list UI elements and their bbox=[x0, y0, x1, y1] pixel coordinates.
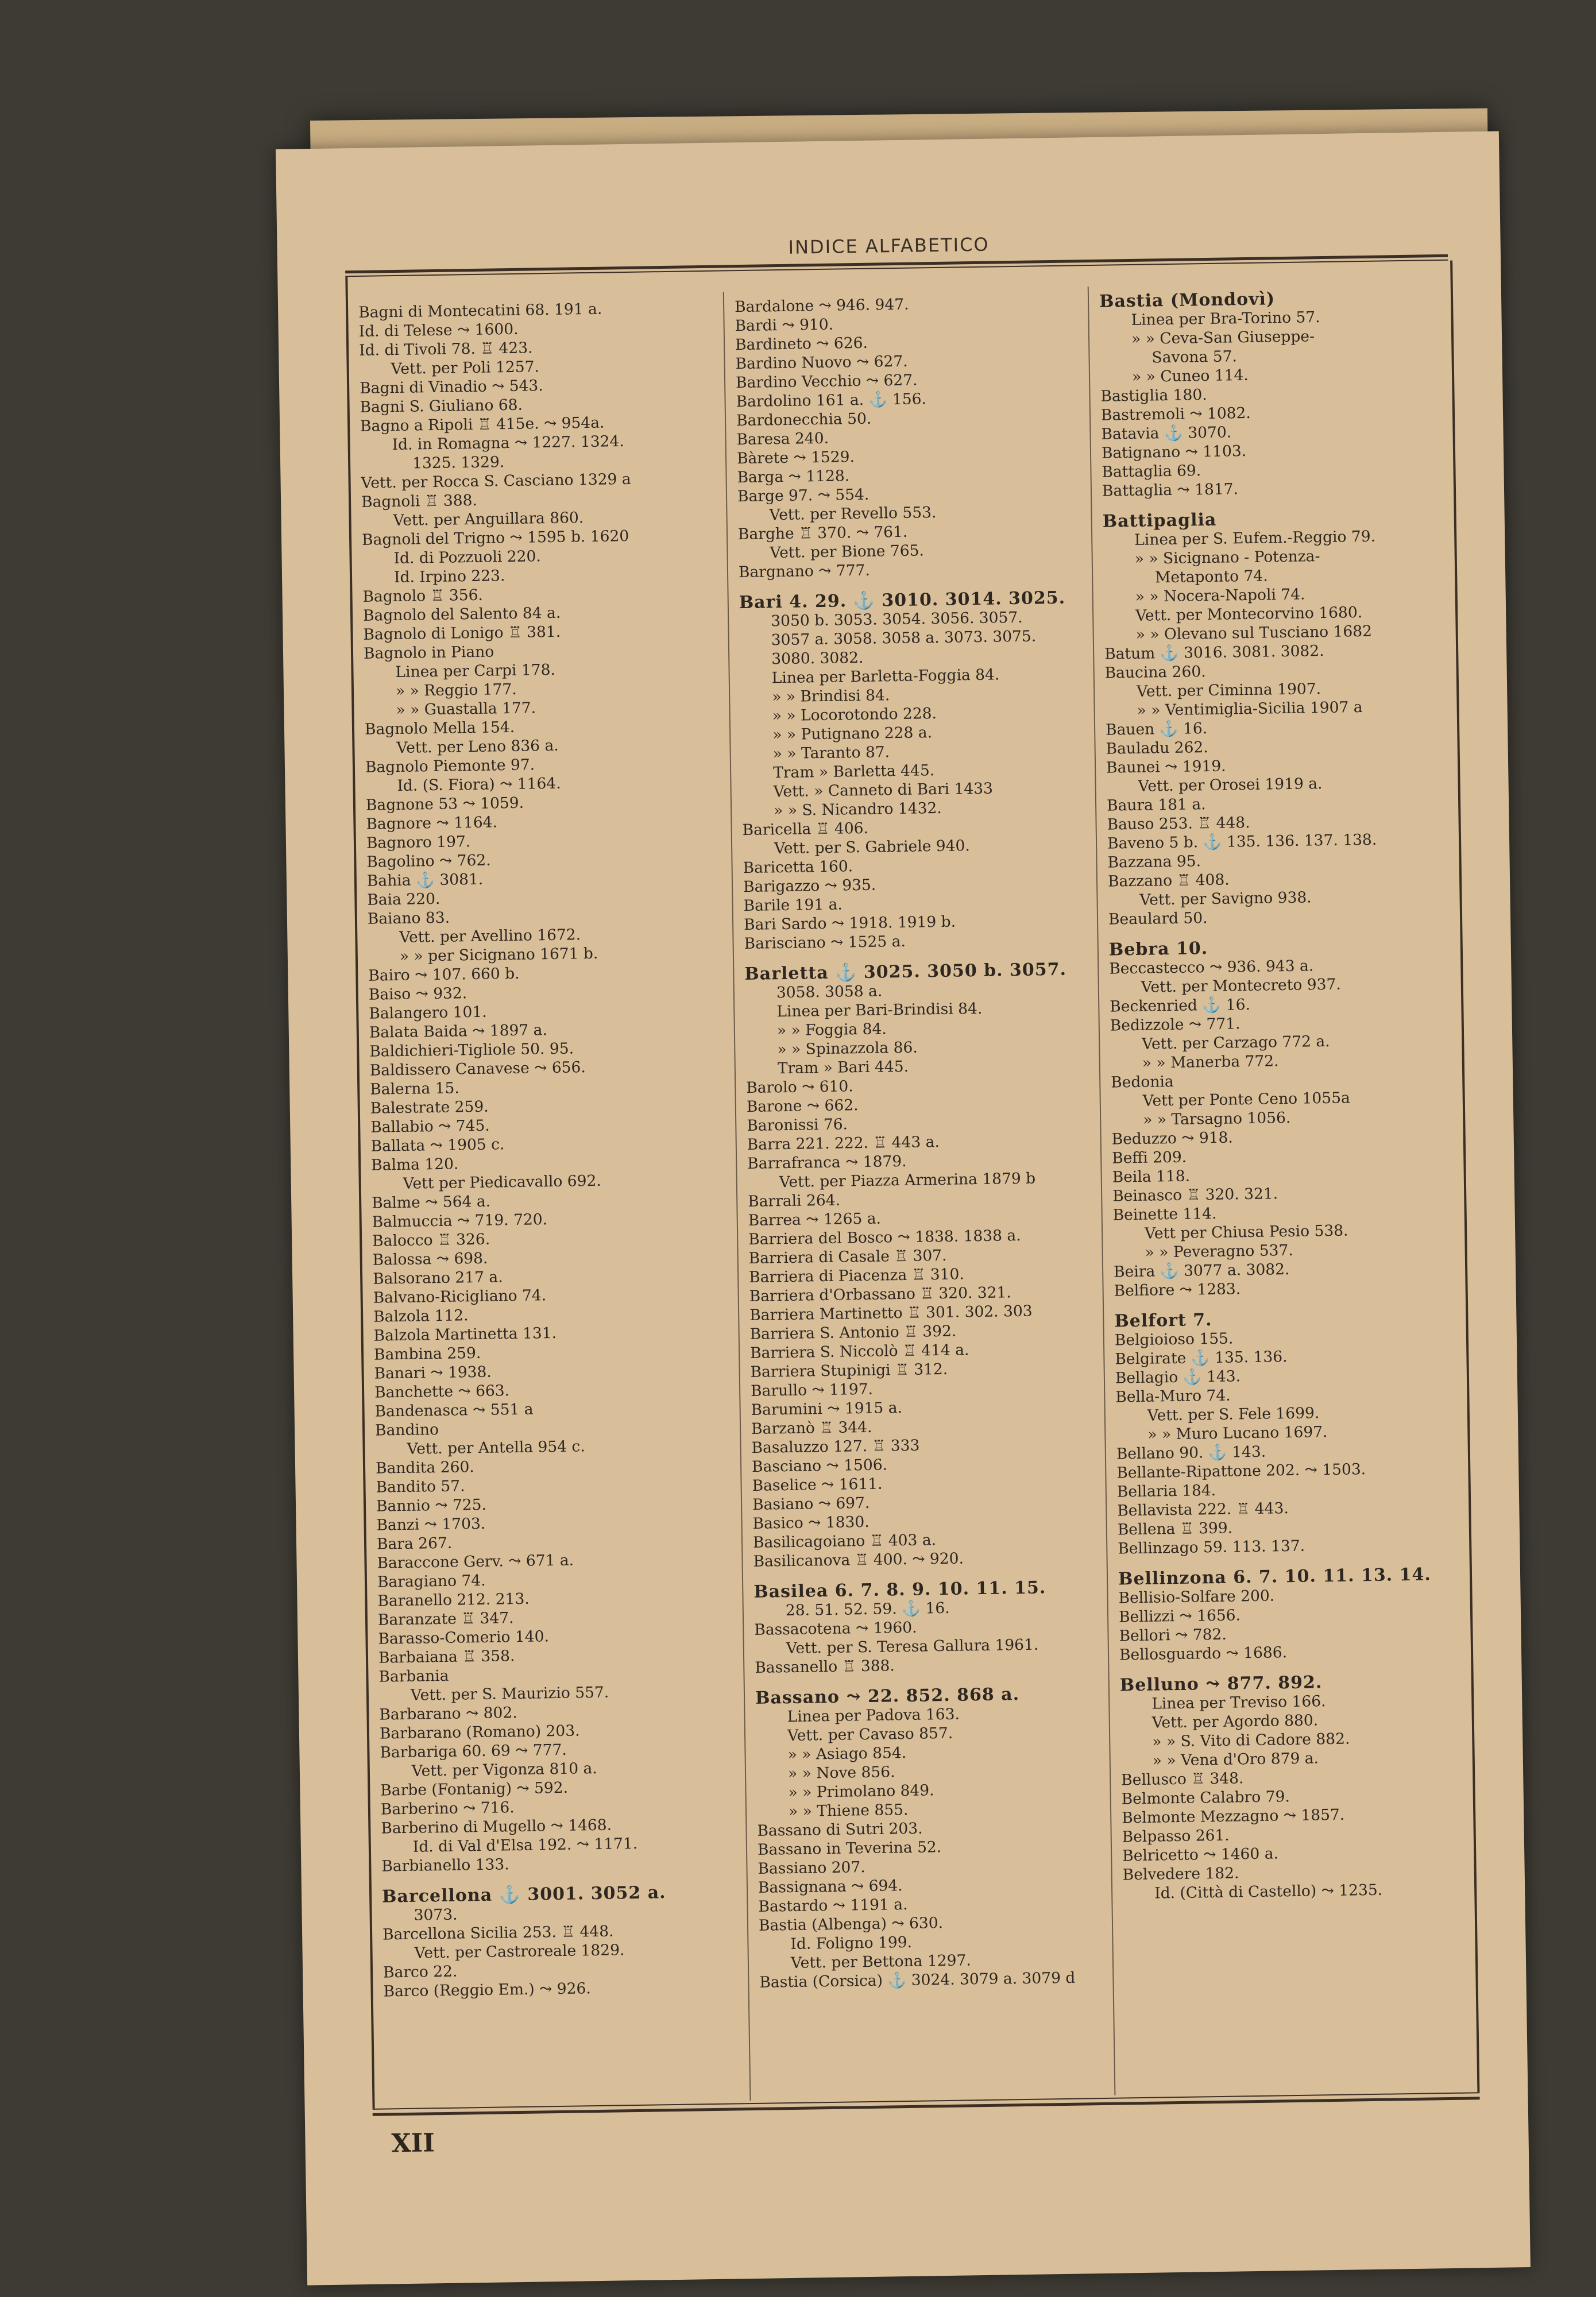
index-entry: » » Nocera-Napoli 74. bbox=[1135, 585, 1305, 606]
index-entry: Bauso 253. ♖ 448. bbox=[1107, 813, 1250, 834]
index-entry: Balata Baida ⤳ 1897 a. bbox=[369, 1021, 548, 1042]
index-entry: Barisciano ⤳ 1525 a. bbox=[744, 932, 906, 953]
index-entry: Tram » Barletta 445. bbox=[772, 761, 935, 782]
index-entry: Bandita 260. bbox=[375, 1458, 474, 1478]
index-heading: Bastia (Mondovì) bbox=[1099, 289, 1276, 312]
index-entry: Vett. per Castroreale 1829. bbox=[414, 1941, 625, 1962]
index-entry: Bardolino 161 a. ⚓ 156. bbox=[736, 390, 927, 411]
index-entry: Baronissi 76. bbox=[747, 1115, 848, 1135]
index-entry: Bagno a Ripoli ♖ 415e. ⤳ 954a. bbox=[360, 413, 605, 435]
index-entry: Banari ⤳ 1938. bbox=[374, 1363, 492, 1383]
index-entry: Barrali 264. bbox=[748, 1191, 841, 1211]
index-entry: Baia 220. bbox=[367, 890, 440, 909]
index-entry: Vett. per Carzago 772 a. bbox=[1142, 1032, 1330, 1053]
index-entry: Barolo ⤳ 610. bbox=[746, 1077, 853, 1097]
index-entry: Barbariga 60. 69 ⤳ 777. bbox=[380, 1741, 567, 1762]
index-entry: Bandito 57. bbox=[376, 1477, 465, 1496]
index-entry: Bastremoli ⤳ 1082. bbox=[1100, 404, 1251, 424]
index-entry: » » Tarsagno 1056. bbox=[1143, 1108, 1291, 1129]
index-entry: Tram » Bari 445. bbox=[777, 1057, 909, 1078]
index-entry: Bassacotena ⤳ 1960. bbox=[754, 1618, 917, 1639]
index-entry: Barbianello 133. bbox=[381, 1855, 509, 1876]
index-entry: Bellinzago 59. 113. 137. bbox=[1118, 1537, 1305, 1558]
index-entry: 1325. 1329. bbox=[412, 453, 505, 473]
index-entry: Metaponto 74. bbox=[1155, 567, 1268, 587]
index-entry: Bassano di Sutri 203. bbox=[757, 1819, 923, 1840]
index-entry: » » Cuneo 114. bbox=[1131, 366, 1249, 386]
index-heading: Bari 4. 29. ⚓ 3010. 3014. 3025. bbox=[739, 587, 1066, 613]
index-entry: Vett. per S. Teresa Gallura 1961. bbox=[786, 1635, 1039, 1658]
index-entry: Bassiano 207. bbox=[758, 1858, 865, 1878]
index-entry: Balestrate 259. bbox=[370, 1097, 489, 1117]
index-entry: Balangero 101. bbox=[369, 1003, 487, 1023]
index-entry: Vett. per Ciminna 1907. bbox=[1136, 680, 1321, 701]
index-entry: 3050 b. 3053. 3054. 3056. 3057. bbox=[771, 608, 1023, 631]
index-entry: Basiano ⤳ 697. bbox=[752, 1494, 870, 1514]
index-entry: Bellori ⤳ 782. bbox=[1119, 1625, 1227, 1645]
index-entry: Baldichieri-Tigliole 50. 95. bbox=[369, 1039, 574, 1061]
index-entry: Vett. per Montecreto 937. bbox=[1141, 975, 1341, 996]
page-header: INDICE ALFABETICO bbox=[788, 233, 990, 258]
index-entry: Barriera d'Orbassano ♖ 320. 321. bbox=[749, 1283, 1012, 1305]
index-entry: » » Ceva-San Giuseppe- bbox=[1131, 327, 1315, 348]
index-entry: Bara 267. bbox=[376, 1534, 453, 1553]
index-entry: 3080. 3082. bbox=[771, 648, 864, 668]
index-entry: Id. Irpino 223. bbox=[393, 567, 505, 587]
index-entry: Barone ⤳ 662. bbox=[746, 1096, 859, 1116]
index-entry: » » Foggia 84. bbox=[776, 1020, 887, 1040]
index-entry: Bagnoli del Trigno ⤳ 1595 b. 1620 bbox=[361, 527, 629, 549]
index-entry: Beinette 114. bbox=[1112, 1204, 1217, 1224]
index-entry: Barzanò ♖ 344. bbox=[751, 1418, 872, 1438]
index-entry: Barriera di Piacenza ♖ 310. bbox=[749, 1265, 965, 1286]
index-entry: Balsorano 217 a. bbox=[372, 1268, 503, 1288]
index-entry: Barumini ⤳ 1915 a. bbox=[751, 1399, 903, 1419]
index-entry: Vett. » Canneto di Bari 1433 bbox=[773, 779, 994, 801]
index-entry: Baselice ⤳ 1611. bbox=[752, 1475, 883, 1495]
index-entry: Barriera S. Niccolò ♖ 414 a. bbox=[749, 1341, 969, 1362]
index-entry: Linea per Bari-Brindisi 84. bbox=[776, 999, 983, 1021]
index-entry: Bari Sardo ⤳ 1918. 1919 b. bbox=[743, 912, 956, 934]
index-entry: Bagni di Montecatini 68. 191 a. bbox=[358, 300, 602, 322]
index-entry: Bellizzi ⤳ 1656. bbox=[1118, 1606, 1241, 1626]
index-entry: Belgirate ⚓ 135. 136. bbox=[1115, 1348, 1288, 1368]
index-entry: 3073. bbox=[414, 1905, 458, 1924]
index-entry: Balvano-Ricigliano 74. bbox=[373, 1286, 547, 1307]
index-entry: Vett. per S. Fele 1699. bbox=[1147, 1404, 1320, 1425]
index-entry: Baricella ♖ 406. bbox=[742, 819, 869, 840]
index-entry: Beinasco ♖ 320. 321. bbox=[1112, 1185, 1278, 1205]
index-entry: Baucina 260. bbox=[1104, 663, 1206, 682]
index-entry: Baragiano 74. bbox=[377, 1571, 486, 1591]
index-entry: Basilicagoiano ♖ 403 a. bbox=[752, 1531, 937, 1552]
index-entry: Bargnano ⤳ 777. bbox=[738, 561, 871, 582]
index-entry: Beckenried ⚓ 16. bbox=[1110, 995, 1251, 1016]
index-entry: Bellante-Ripattone 202. ⤳ 1503. bbox=[1116, 1460, 1366, 1482]
index-entry: Bàrete ⤳ 1529. bbox=[736, 448, 855, 468]
index-entry: Belgioioso 155. bbox=[1114, 1329, 1234, 1349]
index-entry: Bellaria 184. bbox=[1116, 1481, 1216, 1501]
index-entry: Vett. per Anguillara 860. bbox=[393, 509, 584, 530]
index-entry: Balzola 112. bbox=[373, 1306, 469, 1326]
index-entry: Vett. per Agordo 880. bbox=[1151, 1711, 1319, 1732]
index-entry: Bassanello ♖ 388. bbox=[755, 1657, 895, 1677]
index-entry: Balmuccia ⤳ 719. 720. bbox=[372, 1211, 548, 1231]
index-entry: Balzola Martinetta 131. bbox=[373, 1324, 557, 1345]
index-entry: » » Manerba 772. bbox=[1142, 1052, 1279, 1072]
index-entry: Bellisio-Solfare 200. bbox=[1118, 1587, 1275, 1607]
index-entry: Vett. per Savigno 938. bbox=[1139, 888, 1312, 909]
index-entry: » » Putignano 228 a. bbox=[772, 724, 933, 744]
index-entry: » » Guastalla 177. bbox=[396, 699, 536, 719]
index-entry: Vett. per Rocca S. Casciano 1329 a bbox=[361, 470, 631, 492]
index-entry: Bagnolo Piemonte 97. bbox=[365, 756, 535, 776]
index-entry: Banzi ⤳ 1703. bbox=[376, 1514, 486, 1534]
index-entry: Baranzate ♖ 347. bbox=[377, 1609, 514, 1629]
index-entry: Basciano ⤳ 1506. bbox=[751, 1456, 888, 1476]
index-entry: Vett. per Orosei 1919 a. bbox=[1138, 775, 1323, 795]
index-entry: Bardonecchia 50. bbox=[736, 409, 872, 430]
index-entry: Bagnoli ♖ 388. bbox=[361, 491, 478, 511]
index-entry: Battaglia ⤳ 1817. bbox=[1102, 480, 1239, 500]
index-entry: Id. di Pozzuoli 220. bbox=[393, 547, 541, 568]
index-page bbox=[276, 131, 1531, 2285]
index-entry: Barbe (Fontanig) ⤳ 592. bbox=[380, 1778, 569, 1800]
index-entry: Id. di Telese ⤳ 1600. bbox=[358, 320, 519, 341]
index-entry: » » Muro Lucano 1697. bbox=[1147, 1423, 1328, 1444]
index-entry: » » Spinazzola 86. bbox=[777, 1038, 918, 1059]
index-entry: Barrafranca ⤳ 1879. bbox=[747, 1152, 907, 1173]
index-entry: Barasso-Comerio 140. bbox=[378, 1627, 550, 1648]
index-entry: » » Brindisi 84. bbox=[772, 686, 890, 706]
index-entry: Balerna 15. bbox=[370, 1079, 460, 1099]
index-entry: Bagnolo ♖ 356. bbox=[362, 586, 484, 606]
index-entry: Bagnolo in Piano bbox=[363, 643, 494, 663]
index-entry: Barbarano (Romano) 203. bbox=[379, 1722, 580, 1743]
index-entry: Linea per Carpi 178. bbox=[395, 660, 556, 682]
index-entry: Bauen ⚓ 16. bbox=[1105, 720, 1208, 739]
index-entry: » » S. Vito di Cadore 882. bbox=[1152, 1730, 1350, 1751]
index-entry: Id. (S. Fiora) ⤳ 1164. bbox=[397, 774, 561, 795]
index-entry: Barberino di Mugello ⤳ 1468. bbox=[381, 1816, 612, 1838]
index-entry: Bedizzole ⤳ 771. bbox=[1110, 1015, 1241, 1035]
index-entry: » » Locorotondo 228. bbox=[772, 705, 937, 725]
index-entry: Bagnolo di Lonigo ♖ 381. bbox=[363, 622, 561, 644]
index-entry: Bardalone ⤳ 946. 947. bbox=[734, 295, 909, 316]
index-entry: Beffi 209. bbox=[1111, 1148, 1187, 1167]
index-entry: Bardino Nuovo ⤳ 627. bbox=[735, 352, 908, 373]
index-entry: Vett. per Antella 954 c. bbox=[407, 1437, 586, 1458]
index-entry: » » Thiene 855. bbox=[788, 1800, 909, 1821]
index-entry: Barriera Martinetto ♖ 301. 302. 303 bbox=[749, 1302, 1033, 1324]
index-column-2 bbox=[723, 287, 1112, 2101]
index-entry: Vett. per Leno 836 a. bbox=[396, 736, 559, 757]
index-entry: » » Primolano 849. bbox=[788, 1781, 934, 1802]
index-entry: Linea per S. Eufem.-Reggio 79. bbox=[1134, 527, 1376, 549]
index-heading: Belluno ⤳ 877. 892. bbox=[1119, 1672, 1323, 1696]
index-entry: Bagnolo del Salento 84 a. bbox=[362, 604, 561, 625]
index-entry: Vett. per Poli 1257. bbox=[391, 358, 540, 378]
index-entry: Bellagio ⚓ 143. bbox=[1115, 1367, 1241, 1387]
index-entry: Bannio ⤳ 725. bbox=[376, 1495, 487, 1515]
index-entry: Bagnoro 197. bbox=[366, 833, 471, 852]
index-heading: Barletta ⚓ 3025. 3050 b. 3057. bbox=[744, 959, 1067, 985]
index-entry: » » Asiago 854. bbox=[787, 1744, 907, 1764]
index-entry: Beaulard 50. bbox=[1108, 909, 1208, 929]
index-entry: Bazzano ♖ 408. bbox=[1107, 871, 1230, 891]
index-entry: Beila 118. bbox=[1112, 1167, 1191, 1186]
index-entry: Bandenasca ⤳ 551 a bbox=[374, 1400, 534, 1421]
index-entry: Vett. per S. Maurizio 557. bbox=[410, 1683, 609, 1704]
index-heading: Battipaglia bbox=[1102, 509, 1217, 532]
index-entry: Vett. per Avellino 1672. bbox=[399, 926, 581, 946]
index-entry: Linea per Bra-Torino 57. bbox=[1131, 308, 1320, 329]
index-entry: Beduzzo ⤳ 918. bbox=[1111, 1128, 1234, 1148]
index-entry: » » Peveragno 537. bbox=[1145, 1241, 1294, 1262]
index-entry: Barigazzo ⤳ 935. bbox=[743, 876, 876, 896]
index-entry: Barbania bbox=[378, 1666, 449, 1686]
index-heading: Bebra 10. bbox=[1108, 938, 1208, 960]
index-heading: Barcellona ⚓ 3001. 3052 a. bbox=[381, 1882, 666, 1907]
index-entry: Belpasso 261. bbox=[1122, 1826, 1230, 1846]
index-entry: Bagnone 53 ⤳ 1059. bbox=[365, 794, 524, 814]
index-entry: Basico ⤳ 1830. bbox=[752, 1513, 870, 1533]
index-column-3 bbox=[1088, 281, 1477, 2095]
index-entry: Balma 120. bbox=[371, 1155, 459, 1174]
index-entry: Bauladu 262. bbox=[1106, 738, 1208, 758]
index-entry: Balocco ♖ 326. bbox=[372, 1230, 490, 1250]
index-entry: Barbarano ⤳ 802. bbox=[379, 1704, 517, 1724]
index-entry: Linea per Treviso 166. bbox=[1151, 1692, 1326, 1713]
index-entry: Vett. per Bione 765. bbox=[770, 542, 925, 562]
index-entry: » » Taranto 87. bbox=[772, 743, 890, 763]
index-entry: Belvedere 182. bbox=[1122, 1864, 1239, 1884]
index-entry: Baveno 5 b. ⚓ 135. 136. 137. 138. bbox=[1107, 830, 1377, 853]
index-entry: Vett. per Piazza Armerina 1879 b bbox=[779, 1169, 1036, 1192]
index-entry: Basilicanova ♖ 400. ⤳ 920. bbox=[753, 1549, 964, 1571]
index-entry: Linea per Padova 163. bbox=[787, 1705, 960, 1726]
index-entry: Bellano 90. ⚓ 143. bbox=[1116, 1443, 1266, 1463]
index-entry: Belfiore ⤳ 1283. bbox=[1114, 1280, 1241, 1300]
index-entry: Vett. per Bettona 1297. bbox=[790, 1951, 971, 1973]
index-entry: » » Ventimiglia-Sicilia 1907 a bbox=[1137, 698, 1363, 720]
index-entry: Bassignana ⤳ 694. bbox=[758, 1877, 903, 1897]
index-entry: Bastia (Albenga) ⤳ 630. bbox=[758, 1914, 944, 1935]
index-heading: Bellinzona 6. 7. 10. 11. 13. 14. bbox=[1118, 1564, 1432, 1590]
index-entry: Vett per Piedicavallo 692. bbox=[403, 1171, 601, 1193]
index-entry: Baiano 83. bbox=[367, 908, 450, 928]
index-entry: Balossa ⤳ 698. bbox=[372, 1249, 488, 1269]
index-entry: Barullo ⤳ 1197. bbox=[750, 1380, 874, 1400]
index-heading: Basilea 6. 7. 8. 9. 10. 11. 15. bbox=[753, 1577, 1046, 1602]
index-entry: Bastiglia 180. bbox=[1100, 385, 1207, 405]
index-entry: Ballabio ⤳ 745. bbox=[370, 1116, 490, 1136]
index-entry: Battaglia 69. bbox=[1102, 462, 1201, 481]
index-entry: » » Olevano sul Tusciano 1682 bbox=[1135, 622, 1373, 644]
index-entry: Beccastecco ⤳ 936. 943 a. bbox=[1109, 957, 1314, 978]
index-entry: Bagolino ⤳ 762. bbox=[366, 851, 491, 871]
index-entry: Linea per Barletta-Foggia 84. bbox=[771, 666, 1000, 687]
index-entry: » » S. Nicandro 1432. bbox=[773, 799, 942, 820]
index-entry: Bardineto ⤳ 626. bbox=[735, 334, 868, 354]
index-entry: Barriera del Bosco ⤳ 1838. 1838 a. bbox=[748, 1226, 1021, 1248]
index-entry: 28. 51. 52. 59. ⚓ 16. bbox=[785, 1599, 950, 1620]
index-entry: Bardino Vecchio ⤳ 627. bbox=[735, 371, 918, 392]
index-entry: Banchette ⤳ 663. bbox=[374, 1382, 510, 1402]
index-entry: Bagni di Vinadio ⤳ 543. bbox=[359, 377, 543, 397]
index-entry: Baranello 212. 213. bbox=[377, 1590, 530, 1610]
index-entry: Bagnore ⤳ 1164. bbox=[366, 813, 498, 833]
index-entry: Beira ⚓ 3077 a. 3082. bbox=[1113, 1260, 1290, 1281]
index-entry: » » per Sicignano 1671 b. bbox=[399, 944, 598, 965]
index-entry: Barco 22. bbox=[382, 1962, 458, 1982]
index-entry: Bastardo ⤳ 1191 a. bbox=[758, 1896, 908, 1916]
index-entry: Barcellona Sicilia 253. ♖ 448. bbox=[382, 1922, 614, 1944]
index-entry: Basaluzzo 127. ♖ 333 bbox=[751, 1436, 920, 1457]
index-entry: Baldissero Canavese ⤳ 656. bbox=[369, 1058, 586, 1080]
index-entry: Baura 181 a. bbox=[1106, 795, 1206, 815]
index-entry: Barge 97. ⤳ 554. bbox=[737, 485, 870, 506]
index-entry: Id. di Val d'Elsa 192. ⤳ 1171. bbox=[412, 1834, 638, 1856]
index-entry: Vett. per Vigonza 810 a. bbox=[411, 1760, 597, 1780]
index-entry: Baresa 240. bbox=[736, 429, 829, 449]
index-entry: Bagnolo Mella 154. bbox=[364, 718, 515, 738]
index-entry: Vett. per Cavaso 857. bbox=[787, 1724, 953, 1745]
index-entry: Baricetta 160. bbox=[743, 857, 853, 877]
index-heading: Belfort 7. bbox=[1114, 1310, 1212, 1332]
index-entry: Vett per Chiusa Pesio 538. bbox=[1144, 1221, 1348, 1243]
index-entry: Ballata ⤳ 1905 c. bbox=[370, 1135, 505, 1155]
index-entry: Barriera S. Antonio ♖ 392. bbox=[749, 1322, 957, 1343]
index-entry: Barra 221. 222. ♖ 443 a. bbox=[747, 1133, 940, 1154]
index-entry: Barco (Reggio Em.) ⤳ 926. bbox=[383, 1979, 592, 2001]
index-entry: Barrea ⤳ 1265 a. bbox=[748, 1209, 882, 1229]
index-entry: » » Nove 856. bbox=[787, 1763, 895, 1783]
index-entry: Barghe ♖ 370. ⤳ 761. bbox=[737, 523, 908, 544]
index-entry: Bahia ⚓ 3081. bbox=[366, 870, 484, 890]
index-entry: Bambina 259. bbox=[373, 1344, 481, 1364]
index-entry: Vett. per S. Gabriele 940. bbox=[774, 837, 971, 858]
index-entry: Bardi ⤳ 910. bbox=[735, 315, 834, 335]
index-entry: » » Reggio 177. bbox=[395, 680, 517, 701]
page-number: XII bbox=[391, 2128, 435, 2159]
index-entry: Bairo ⤳ 107. 660 b. bbox=[368, 964, 520, 985]
index-entry: Belmonte Mezzagno ⤳ 1857. bbox=[1122, 1805, 1345, 1827]
index-entry: Barbaiana ♖ 358. bbox=[378, 1647, 515, 1667]
index-entry: Barberino ⤳ 716. bbox=[380, 1799, 515, 1819]
index-entry: Bellusco ♖ 348. bbox=[1121, 1769, 1244, 1789]
index-entry: Bastia (Corsica) ⚓ 3024. 3079 a. 3079 d bbox=[759, 1969, 1076, 1991]
index-entry: Batum ⚓ 3016. 3081. 3082. bbox=[1104, 642, 1324, 663]
index-entry: Id. di Tivoli 78. ♖ 423. bbox=[358, 339, 533, 359]
index-entry: Barile 191 a. bbox=[743, 895, 843, 915]
index-entry: Bellosguardo ⤳ 1686. bbox=[1119, 1644, 1288, 1664]
index-entry: Balme ⤳ 564 a. bbox=[372, 1192, 491, 1212]
index-column-1 bbox=[358, 298, 734, 2001]
index-entry: Vett per Ponte Ceno 1055a bbox=[1142, 1089, 1350, 1110]
index-entry: Belmonte Calabro 79. bbox=[1121, 1788, 1290, 1808]
index-entry: Bellavista 222. ♖ 443. bbox=[1117, 1499, 1289, 1520]
index-entry: Bellena ♖ 399. bbox=[1117, 1519, 1233, 1539]
index-entry: » » Sicignano - Potenza- bbox=[1134, 547, 1320, 568]
index-entry: Barriera Stupinigi ♖ 312. bbox=[750, 1360, 948, 1381]
index-entry: Belricetto ⤳ 1460 a. bbox=[1122, 1844, 1279, 1865]
index-entry: Savona 57. bbox=[1151, 347, 1238, 367]
index-entry: Barga ⤳ 1128. bbox=[737, 467, 850, 487]
index-heading: Bassano ⤳ 22. 852. 868 a. bbox=[755, 1684, 1020, 1708]
index-entry: Baunei ⤳ 1919. bbox=[1106, 757, 1226, 777]
index-entry: Baraccone Gerv. ⤳ 671 a. bbox=[377, 1551, 574, 1572]
index-entry: Bazzana 95. bbox=[1107, 852, 1201, 872]
index-entry: Id. Foligno 199. bbox=[790, 1933, 913, 1954]
index-entry: Vett. per Montecorvino 1680. bbox=[1135, 604, 1363, 625]
index-entry: Id. (Città di Castello) ⤳ 1235. bbox=[1154, 1881, 1383, 1902]
index-entry: 3057 a. 3058. 3058 a. 3073. 3075. bbox=[771, 627, 1037, 649]
index-entry: Bella-Muro 74. bbox=[1115, 1386, 1231, 1406]
index-entry: Bassano in Teverina 52. bbox=[757, 1838, 942, 1859]
index-entry: Batavia ⚓ 3070. bbox=[1101, 423, 1232, 443]
index-entry: Baiso ⤳ 932. bbox=[368, 984, 467, 1004]
index-entry: Batignano ⤳ 1103. bbox=[1101, 442, 1247, 462]
index-entry: Id. in Romagna ⤳ 1227. 1324. bbox=[392, 432, 624, 454]
index-entry: 3058. 3058 a. bbox=[776, 982, 883, 1002]
index-entry: Vett. per Revello 553. bbox=[769, 504, 937, 524]
index-entry: Bedonia bbox=[1111, 1072, 1174, 1092]
index-entry: » » Vena d'Oro 879 a. bbox=[1152, 1749, 1319, 1770]
index-entry: Bagni S. Giuliano 68. bbox=[360, 396, 523, 416]
index-entry: Bandino bbox=[374, 1421, 439, 1440]
index-entry: Barriera di Casale ♖ 307. bbox=[748, 1246, 947, 1267]
